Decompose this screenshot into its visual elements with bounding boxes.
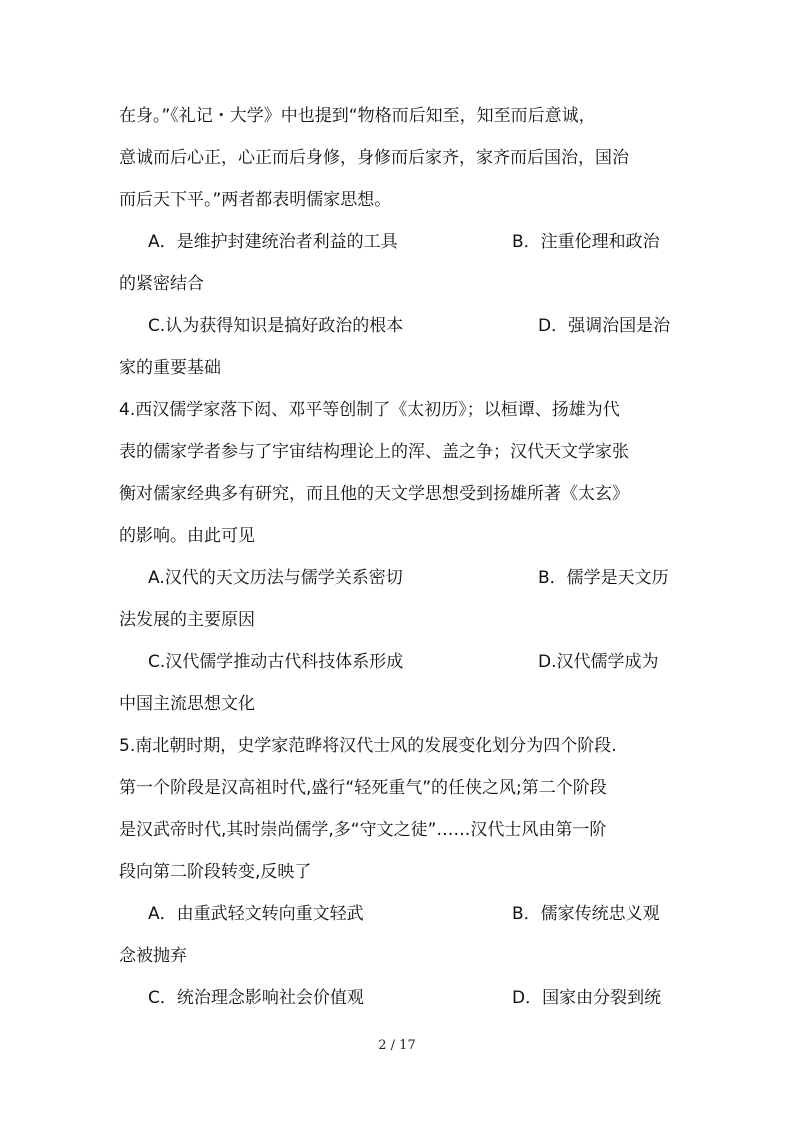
- q3-option-d-wrap: 家的重要基础: [119, 358, 221, 378]
- q5-option-b: B．儒家传统忠义观: [512, 904, 660, 924]
- q5-stem-line-1: 5.南北朝时期，史学家范晔将汉代士风的发展变化划分为四个阶段.: [119, 736, 617, 756]
- q4-options-row-2: [148, 650, 708, 674]
- q3-text-line-2: 意诚而后心正，心正而后身修，身修而后家齐，家齐而后国治，国治: [119, 148, 629, 168]
- q5-option-d: D．国家由分裂到统: [512, 988, 662, 1008]
- q5-options-row-1: [148, 902, 708, 926]
- q3-option-b-wrap: 的紧密结合: [119, 274, 204, 294]
- q3-text-line-3: 而后天下平。”两者都表明儒家思想。: [119, 190, 392, 210]
- q3-option-a: A．是维护封建统治者利益的工具: [148, 232, 398, 252]
- q5-option-c: C．统治理念影响社会价值观: [148, 988, 364, 1008]
- q4-option-a: A.汉代的天文历法与儒学关系密切: [148, 568, 403, 588]
- q4-stem-line-4: 的影响。由此可见: [119, 526, 255, 546]
- q4-option-b: B．儒学是天文历: [538, 568, 669, 588]
- q5-options-row-2: [148, 986, 708, 1010]
- q4-options-row-1: [148, 566, 708, 590]
- q4-stem-line-1: 4.西汉儒学家落下闳、邓平等创制了《太初历》；以桓谭、扬雄为代: [119, 400, 620, 420]
- q5-option-a: A．由重武轻文转向重文轻武: [148, 904, 364, 924]
- page-number: 2 / 17: [378, 1038, 416, 1053]
- q5-stem-line-2: 第一个阶段是汉高祖时代,盛行“轻死重气”的任侠之风;第二个阶段: [119, 778, 607, 798]
- q3-text-line-1: 在身。”《礼记・大学》中也提到“物格而后知至，知至而后意诚，: [119, 106, 596, 126]
- q4-option-d: D.汉代儒学成为: [538, 652, 659, 672]
- q3-option-d: D．强调治国是治: [538, 316, 671, 336]
- q5-stem-line-3: 是汉武帝时代,其时崇尚儒学,多“守文之徒”……汉代士风由第一阶: [119, 820, 607, 840]
- q4-stem-line-2: 表的儒家学者参与了宇宙结构理论上的浑、盖之争；汉代天文学家张: [119, 442, 629, 462]
- q4-option-c: C.汉代儒学推动古代科技体系形成: [148, 652, 404, 672]
- q3-options-row-2: [148, 314, 708, 338]
- q4-stem-line-3: 衡对儒家经典多有研究，而且他的天文学思想受到扬雄所著《太玄》: [119, 484, 629, 504]
- q4-option-d-wrap: 中国主流思想文化: [119, 694, 255, 714]
- q3-options-row-1: [148, 230, 708, 254]
- q3-option-c: C.认为获得知识是搞好政治的根本: [148, 316, 404, 336]
- q3-option-b: B．注重伦理和政治: [512, 232, 660, 252]
- q5-stem-line-4: 段向第二阶段转变,反映了: [119, 862, 312, 882]
- q4-option-b-wrap: 法发展的主要原因: [119, 610, 255, 630]
- q5-option-b-wrap: 念被抛弃: [119, 946, 187, 966]
